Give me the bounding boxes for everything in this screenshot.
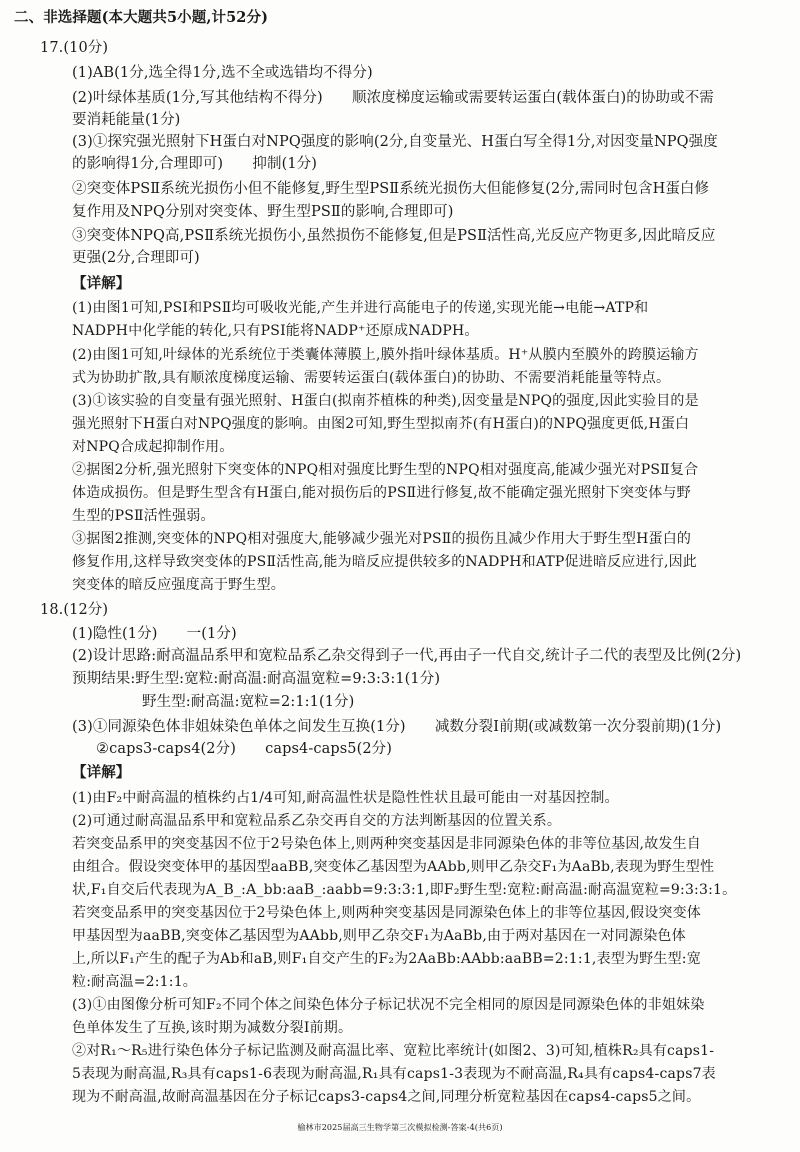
q17-answer-line: 复作用及NPQ分别对突变体、野生型PSⅡ的影响,合理即可): [72, 204, 454, 220]
q18-explanation-line: 上,所以F₁产生的配子为Ab和aB,则F₁自交产生的F₂为2AaBb:AAbb:aaBB=2:1:1,表型为野生型:宽: [72, 951, 701, 967]
q17-explanation-line: (3)①该实验的自变量有强光照射、H蛋白(拟南芥植株的种类),因变量是NPQ的强度,因此实验目的是: [72, 393, 699, 409]
q17-explanation-heading: 【详解】: [72, 275, 131, 292]
q18-answer-line: ②caps3-caps4(2分) caps4-caps5(2分): [96, 741, 393, 757]
q17-answer-line: ②突变体PSⅡ系统光损伤小但不能修复,野生型PSⅡ系统光损伤大但能修复(2分,需同时包含H蛋白修: [72, 181, 710, 197]
question-18-heading: 18.(12分): [40, 602, 109, 618]
q17-explanation-line: (2)由图1可知,叶绿体的光系统位于类囊体薄膜上,膜外指叶绿体基质。H⁺从膜内至膜外的跨膜运输方: [72, 347, 699, 363]
q17-answer-line: ③突变体NPQ高,PSⅡ系统光损伤小,虽然损伤不能修复,但是PSⅡ活性高,光反应产物更多,因此暗反应: [72, 228, 716, 244]
q18-explanation-heading: 【详解】: [72, 764, 131, 781]
q17-answer-line: 更强(2分,合理即可): [72, 250, 200, 266]
q17-explanation-line: 生型的PSⅡ活性强弱。: [72, 508, 215, 524]
q17-explanation-line: 突变体的暗反应强度高于野生型。: [72, 577, 285, 593]
q18-answer-line: 野生型:耐高温:宽粒=2:1:1(1分): [142, 694, 355, 710]
q17-answer-line: (1)AB(1分,选全得1分,选不全或选错均不得分): [72, 65, 373, 81]
q17-explanation-line: 强光照射下H蛋白对NPQ强度的影响。由图2可知,野生型拟南芥(有H蛋白)的NPQ强度更低,H蛋白: [72, 416, 690, 432]
q18-answer-line: (1)隐性(1分) 一(1分): [72, 626, 237, 642]
q17-explanation-line: 对NPQ合成起抑制作用。: [72, 439, 234, 455]
q18-explanation-line: 色单体发生了互换,该时期为减数分裂Ⅰ前期。: [72, 1020, 353, 1036]
q18-explanation-line: 状,F₁自交后代表现为A_B_:A_bb:aaB_:aabb=9:3:3:1,即F₂野生型:宽粒:耐高温:耐高温宽粒=9:3:3:1。: [72, 882, 737, 898]
q18-explanation-line: (1)由F₂中耐高温的植株约占1/4可知,耐高温性状是隐性性状且最可能由一对基因控制。: [72, 790, 619, 806]
q17-answer-line: (3)①探究强光照射下H蛋白对NPQ强度的影响(2分,自变量光、H蛋白写全得1分,对因变量NPQ强度: [72, 134, 718, 150]
q17-explanation-line: ②据图2分析,强光照射下突变体的NPQ相对强度比野生型的NPQ相对强度高,能减少强光对PSⅡ复合: [72, 462, 699, 478]
q18-explanation-line: 由组合。假设突变体甲的基因型aaBB,突变体乙基因型为AAbb,则甲乙杂交F₁为AaBb,表现为野生型性: [72, 859, 715, 875]
q18-answer-line: (3)①同源染色体非姐妹染色单体之间发生互换(1分) 减数分裂Ⅰ前期(或减数第一次分裂前期)(1分): [72, 719, 722, 735]
q18-explanation-line: (2)可通过耐高温品系甲和宽粒品系乙杂交再自交的方法判断基因的位置关系。: [72, 813, 562, 829]
q18-answer-line: 预期结果:野生型:宽粒:耐高温:耐高温宽粒=9:3:3:1(1分): [72, 671, 441, 687]
q17-answer-line: 要消耗能量(1分): [72, 112, 181, 128]
q18-explanation-line: ②对R₁～R₅进行染色体分子标记监测及耐高温比率、宽粒比率统计(如图2、3)可知,植株R₂具有caps1-: [72, 1043, 715, 1059]
q17-explanation-line: 体造成损伤。但是野生型含有H蛋白,能对损伤后的PSⅡ进行修复,故不能确定强光照射下突变体与野: [72, 485, 691, 501]
q18-explanation-line: 现为不耐高温,故耐高温基因在分子标记caps3-caps4之间,同理分析宽粒基因在caps4-caps5之间。: [72, 1089, 701, 1105]
section-title: 二、非选择题(本大题共5小题,计52分): [14, 9, 269, 26]
q18-answer-line: (2)设计思路:耐高温品系甲和宽粒品系乙杂交得到子一代,再由子一代自交,统计子二代的表型及比例(2分): [72, 648, 742, 664]
q18-explanation-line: 甲基因型为aaBB,突变体乙基因型为AAbb,则甲乙杂交F₁为AaBb,由于两对基因在一对同源染色体: [72, 928, 686, 944]
q17-explanation-line: 修复作用,这样导致突变体的PSⅡ活性高,能为暗反应提供较多的NADPH和ATP促进暗反应进行,因此: [72, 554, 697, 570]
q18-explanation-line: 粒:耐高温=2:1:1。: [72, 974, 198, 990]
question-17-heading: 17.(10分): [40, 40, 109, 56]
q18-explanation-line: 若突变品系甲的突变基因位于2号染色体上,则两种突变基因是同源染色体上的非等位基因,假设突变体: [72, 905, 702, 921]
q18-explanation-line: (3)①由图像分析可知F₂不同个体之间染色体分子标记状况不完全相同的原因是同源染色体的非姐妹染: [72, 997, 705, 1013]
q18-explanation-line: 5表现为耐高温,R₃具有caps1-6表现为耐高温,R₁具有caps1-3表现为不耐高温,R₄具有caps4-caps7表: [72, 1066, 716, 1082]
q17-answer-line: (2)叶绿体基质(1分,写其他结构不得分) 顺浓度梯度运输或需要转运蛋白(载体蛋白)的协助或不需: [72, 90, 714, 106]
q17-explanation-line: (1)由图1可知,PSⅠ和PSⅡ均可吸收光能,产生并进行高能电子的传递,实现光能→电能→ATP和: [72, 300, 649, 316]
q17-explanation-line: NADPH中化学能的转化,只有PSⅠ能将NADP⁺还原成NADPH。: [72, 323, 479, 339]
q18-explanation-line: 若突变品系甲的突变基因不位于2号染色体上,则两种突变基因是非同源染色体的非等位基因,故发生自: [72, 836, 702, 852]
q17-answer-line: 的影响得1分,合理即可) 抑制(1分): [72, 156, 318, 172]
q17-explanation-line: ③据图2推测,突变体的NPQ相对强度大,能够减少强光对PSⅡ的损伤且减少作用大于野生型H蛋白的: [72, 531, 692, 547]
q17-explanation-line: 式为协助扩散,具有顺浓度梯度运输、需要转运蛋白(载体蛋白)的协助、不需要消耗能量等特点。: [72, 370, 671, 386]
page-footer: 榆林市2025届高三生物学第三次模拟检测-答案-4(共6页): [297, 1123, 503, 1132]
